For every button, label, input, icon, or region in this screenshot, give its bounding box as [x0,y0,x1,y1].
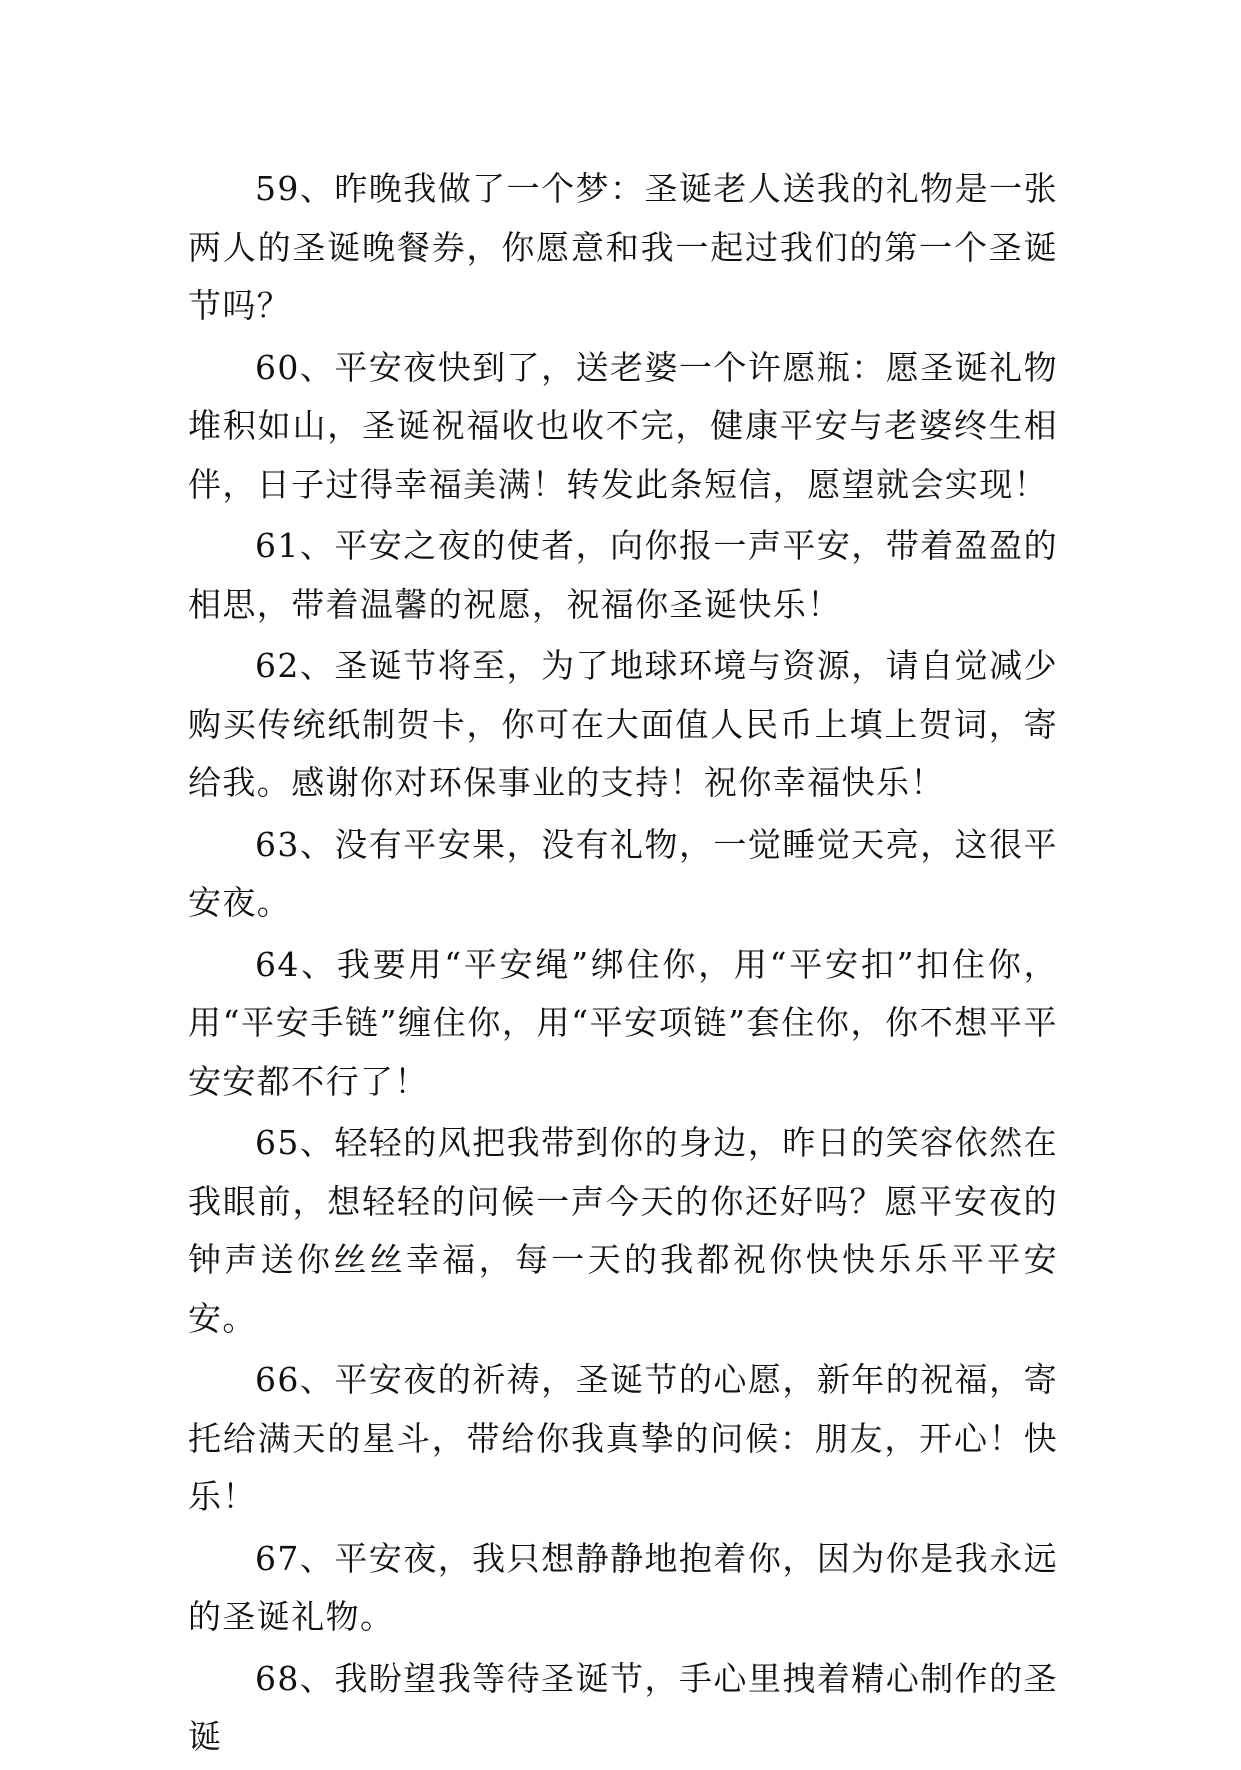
paragraph-60: 60、平安夜快到了，送老婆一个许愿瓶：愿圣诞礼物堆积如山，圣诞祝福收也收不完，健康平安与老婆终生相伴，日子过得幸福美满！转发此条短信，愿望就会实现！ [188,347,1058,504]
paragraph-63: 63、没有平安果，没有礼物，一觉睡觉天亮，这很平安夜。 [188,824,1058,922]
paragraph-64: 64、我要用“平安绳”绑住你，用“平安扣”扣住你，用“平安手链”缠住你，用“平安项链”套住你，你不想平平安安都不行了！ [188,944,1058,1101]
paragraph-61: 61、平安之夜的使者，向你报一声平安，带着盈盈的相思，带着温馨的祝愿，祝福你圣诞快乐！ [188,526,1058,624]
paragraph-67: 67、平安夜，我只想静静地抱着你，因为你是我永远的圣诞礼物。 [188,1538,1058,1636]
paragraph-59: 59、昨晚我做了一个梦：圣诞老人送我的礼物是一张两人的圣诞晚餐券，你愿意和我一起过我们的第一个圣诞节吗？ [188,169,1058,325]
paragraph-66: 66、平安夜的祈祷，圣诞节的心愿，新年的祝福，寄托给满天的星斗，带给你我真挚的问候：朋友，开心！快乐！ [188,1360,1058,1516]
paragraph-65: 65、轻轻的风把我带到你的身边，昨日的笑容依然在我眼前，想轻轻的问候一声今天的你还好吗？愿平安夜的钟声送你丝丝幸福，每一天的我都祝你快快乐乐平平安安。 [188,1123,1058,1338]
document-body [188,160,1058,1770]
paragraph-68: 68、我盼望我等待圣诞节，手心里拽着精心制作的圣诞 [188,1658,1058,1756]
paragraph-62: 62、圣诞节将至，为了地球环境与资源，请自觉减少购买传统纸制贺卡，你可在大面值人民币上填上贺词，寄给我。感谢你对环保事业的支持！祝你幸福快乐！ [188,646,1058,802]
